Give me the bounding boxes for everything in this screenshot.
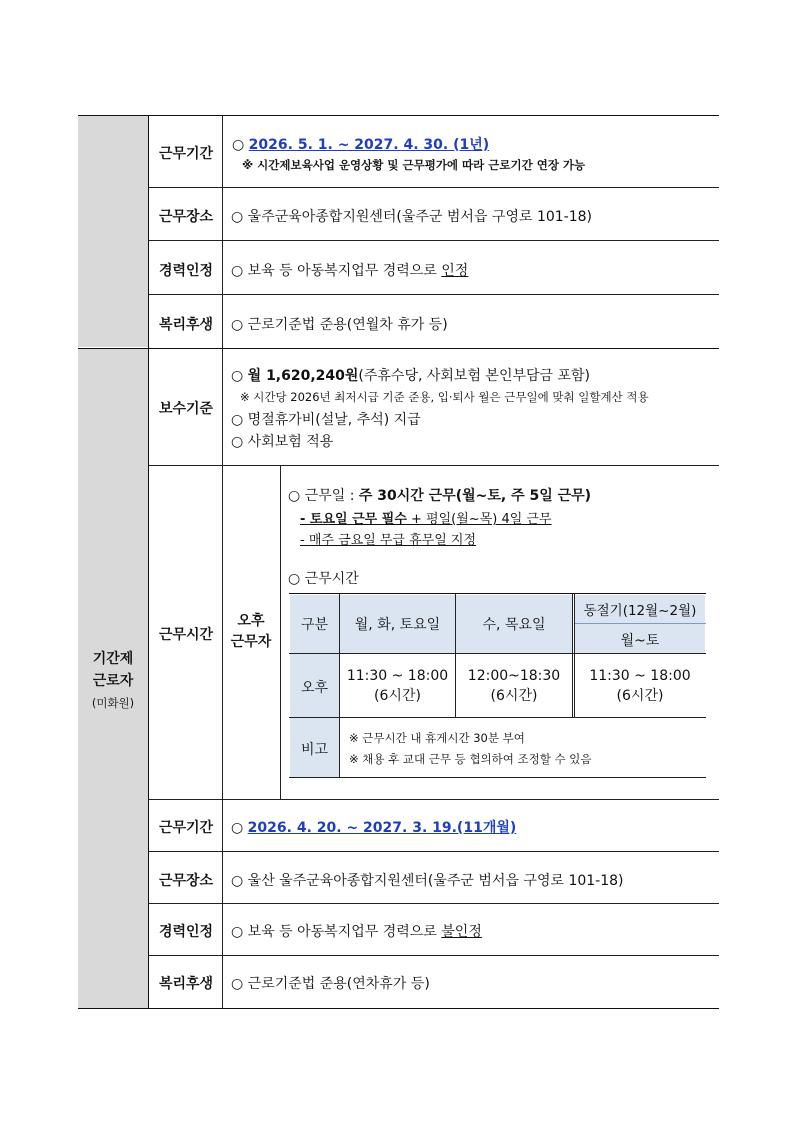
- section-divider: [78, 348, 719, 349]
- hours-sublabel: 오후 근무자: [230, 613, 272, 650]
- row-divider: [148, 294, 719, 295]
- place-value: ○ 울주군육아종합지원센터(울주군 범서읍 구영로 101-18): [231, 209, 593, 225]
- pay-label: 보수기준: [158, 401, 214, 417]
- pay-line1: ○ 월 1,620,240원(주휴수당, 사회보험 본인부담금 포함): [231, 368, 591, 384]
- career2-value: ○ 보육 등 아동복지업무 경력으로 불인정: [231, 924, 482, 940]
- row-label-afternoon: 오후: [300, 680, 329, 696]
- section1-category-cell: [78, 116, 148, 347]
- hours-label: 근무시간: [158, 627, 214, 643]
- friday-line: - 매주 금요일 무급 휴무일 지정: [300, 533, 477, 548]
- note-label: 비고: [300, 742, 329, 758]
- inner-head-bottom: [289, 653, 706, 654]
- period2-label: 근무기간: [158, 820, 214, 836]
- career-value: ○ 보육 등 아동복지업무 경력으로 인정: [231, 263, 469, 279]
- row-divider: [148, 851, 719, 852]
- pay-line3: ○ 사회보험 적용: [231, 434, 334, 450]
- welfare-value: ○ 근로기준법 준용(연월차 휴가 등): [231, 317, 448, 333]
- row-divider: [148, 903, 719, 904]
- table-top-border: [78, 115, 719, 116]
- career2-label: 경력인정: [158, 924, 214, 940]
- head-col3-top: 동절기(12월~2월): [583, 603, 697, 619]
- inner-head-sep: [574, 623, 706, 624]
- head-col0: 구분: [300, 617, 329, 633]
- row-divider: [148, 955, 719, 956]
- pay-line2: ○ 명절휴가비(설날, 추석) 지급: [231, 412, 421, 428]
- place-label: 근무장소: [158, 209, 214, 225]
- table-bottom-border: [78, 1008, 719, 1009]
- welfare-label: 복리후생: [158, 317, 214, 333]
- note-line2: ※ 채용 후 교대 근무 등 협의하여 조정할 수 있음: [349, 752, 592, 766]
- place2-label: 근무장소: [158, 873, 214, 889]
- time-title: ○ 근무시간: [288, 571, 359, 587]
- head-col1: 월, 화, 토요일: [354, 617, 441, 633]
- period-note: ※ 시간제보육사업 운영상황 및 근무평가에 따라 근로기간 연장 가능: [242, 158, 586, 172]
- cell-winter: 11:30 ~ 18:00 (6시간): [589, 668, 691, 704]
- row-divider: [148, 799, 719, 800]
- place2-value: ○ 울산 울주군육아종합지원센터(울주군 범서읍 구영로 101-18): [231, 873, 624, 889]
- welfare2-value: ○ 근로기준법 준용(연차휴가 등): [231, 976, 430, 992]
- period-value: ○ 2026. 5. 1. ~ 2027. 4. 30. (1년): [232, 137, 490, 153]
- cell-wed-thu: 12:00~18:30 (6시간): [467, 668, 561, 704]
- note-line1: ※ 근무시간 내 휴게시간 30분 부여: [349, 731, 525, 745]
- welfare2-label: 복리후생: [158, 976, 214, 992]
- pay-note: ※ 시간당 2026년 최저시급 기준 준용, 입·퇴사 월은 근무일에 맞춰 일할계산 적용: [240, 390, 649, 404]
- period2-value: ○ 2026. 4. 20. ~ 2027. 3. 19.(11개월): [231, 820, 517, 836]
- inner-col-sep: [572, 594, 573, 717]
- sublabel-divider: [280, 466, 281, 799]
- workdays-line: ○ 근무일 : 주 30시간 근무(월~토, 주 5일 근무): [288, 488, 592, 504]
- career-label: 경력인정: [158, 263, 214, 279]
- inner-table-bottom: [289, 777, 706, 778]
- row-divider: [148, 187, 719, 188]
- head-col2: 수, 목요일: [482, 617, 546, 633]
- row-divider: [148, 240, 719, 241]
- inner-row-sep: [289, 717, 706, 718]
- inner-table-top: [289, 593, 706, 594]
- row-divider: [148, 465, 719, 466]
- head-col3-bottom: 월~토: [620, 633, 660, 649]
- cell-mon-tue-sat: 11:30 ~ 18:00 (6시간): [346, 668, 449, 704]
- period-label: 근무기간: [158, 146, 214, 162]
- category-label: 기간제 근로자 (미화원): [91, 651, 135, 710]
- saturday-line: - 토요일 근무 필수 + 평일(월~목) 4일 근무: [300, 512, 552, 527]
